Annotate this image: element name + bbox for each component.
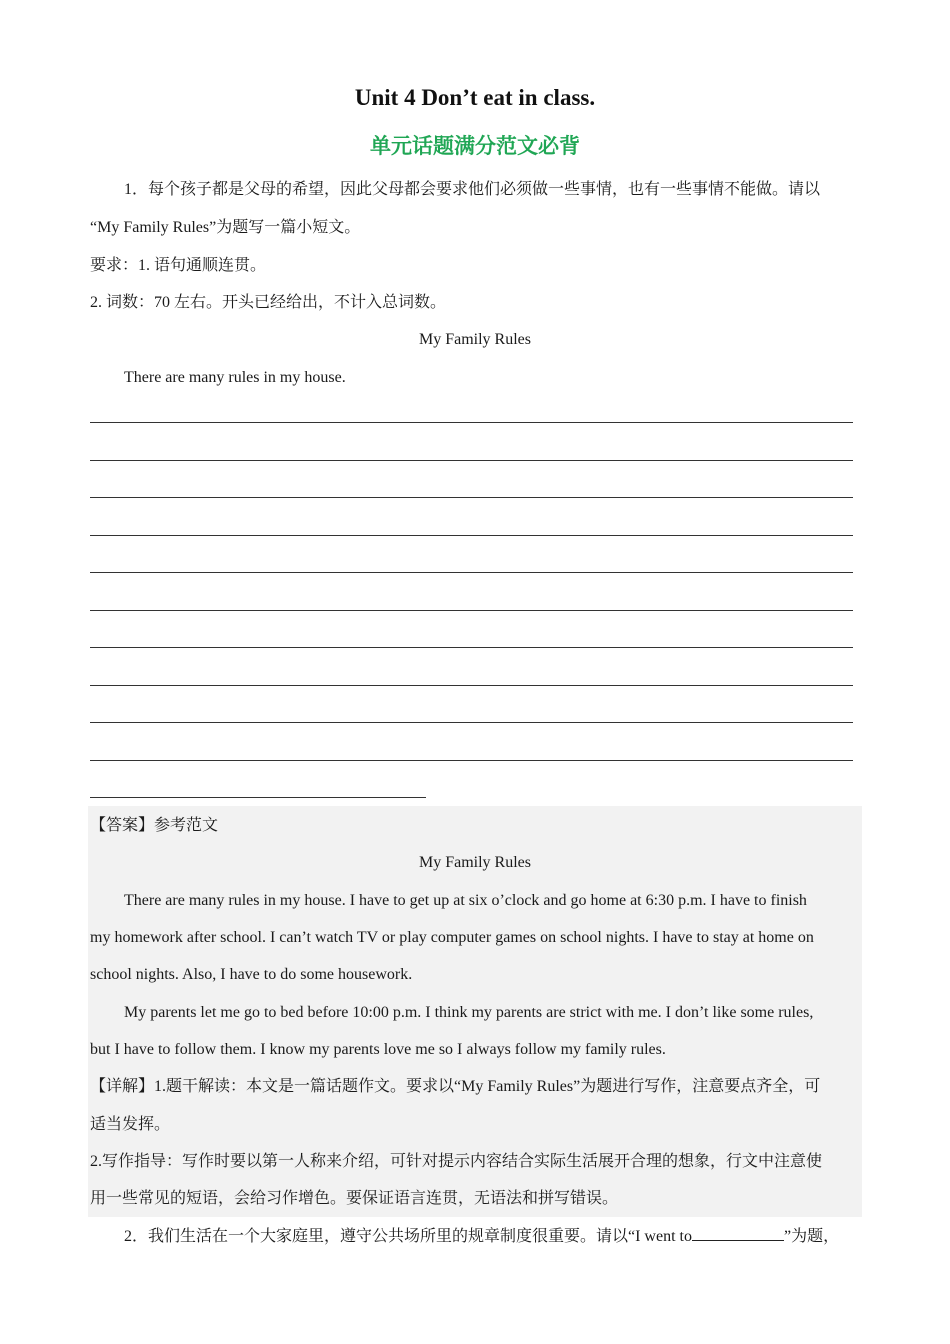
question1-prompt-line2: “My Family Rules”为题写一篇小短文。	[90, 219, 361, 236]
answer-paragraph2-line2: but I have to follow them. I know my parents love me so I always follow my family rules.	[90, 1041, 666, 1058]
answer-paragraph1-line1: There are many rules in my house. I have to get up at six o’clock and go home at 6:30 p.m. I have to finish	[124, 892, 807, 909]
detail-2-line1: 2.写作指导：写作时要以第一人称来介绍，可针对提示内容结合实际生活展开合理的想象，行文中注意使	[90, 1153, 823, 1170]
question2-prompt	[124, 1226, 839, 1248]
page-subtitle: 单元话题满分范文必背	[370, 134, 580, 158]
question2-prompt-before: 2．我们生活在一个大家庭里，遵守公共场所里的规章制度很重要。请以“I went to	[124, 1228, 692, 1245]
answer-paragraph2-line1: My parents let me go to bed before 10:00 p.m. I think my parents are strict with me. I don’t like some rules,	[124, 1004, 814, 1021]
detail-1-line2: 适当发挥。	[90, 1116, 171, 1133]
answer-essay-title: My Family Rules	[418, 854, 531, 871]
detail-2-line2: 用一些常见的短语，会给习作增色。要保证语言连贯，无语法和拼写错误。	[90, 1190, 619, 1207]
writing-line	[90, 497, 853, 498]
writing-line	[90, 685, 853, 686]
answer-paragraph1-line2: my homework after school. I can’t watch TV or play computer games on school nights. I have to stay at home on	[90, 929, 814, 946]
question1-prompt-line1: 1．每个孩子都是父母的希望，因此父母都会要求他们必须做一些事情，也有一些事情不能做。请以	[124, 181, 821, 198]
writing-line	[90, 647, 853, 648]
question1-essay-title: My Family Rules	[418, 331, 531, 348]
writing-line	[90, 610, 853, 611]
fill-in-blank	[692, 1226, 784, 1241]
answer-paragraph1-line3: school nights. Also, I have to do some housework.	[90, 966, 413, 983]
answer-label: 【答案】参考范文	[90, 817, 219, 834]
writing-line	[90, 460, 853, 461]
writing-line	[90, 760, 853, 761]
writing-line	[90, 722, 853, 723]
question1-requirement-1: 要求：1. 语句通顺连贯。	[90, 257, 267, 274]
writing-line	[90, 422, 853, 423]
detail-1-line1: 【详解】1.题干解读：本文是一篇话题作文。要求以“My Family Rules”为题进行写作，注意要点齐全，可	[90, 1078, 821, 1095]
question1-requirement-2: 2. 词数：70 左右。开头已经给出，不计入总词数。	[90, 294, 447, 311]
writing-line	[90, 535, 853, 536]
writing-line	[90, 572, 853, 573]
question1-opening-sentence: There are many rules in my house.	[124, 369, 346, 386]
writing-line	[90, 797, 426, 798]
question2-prompt-after: ”为题，	[783, 1228, 840, 1245]
page-title: Unit 4 Don’t eat in class.	[354, 85, 596, 110]
